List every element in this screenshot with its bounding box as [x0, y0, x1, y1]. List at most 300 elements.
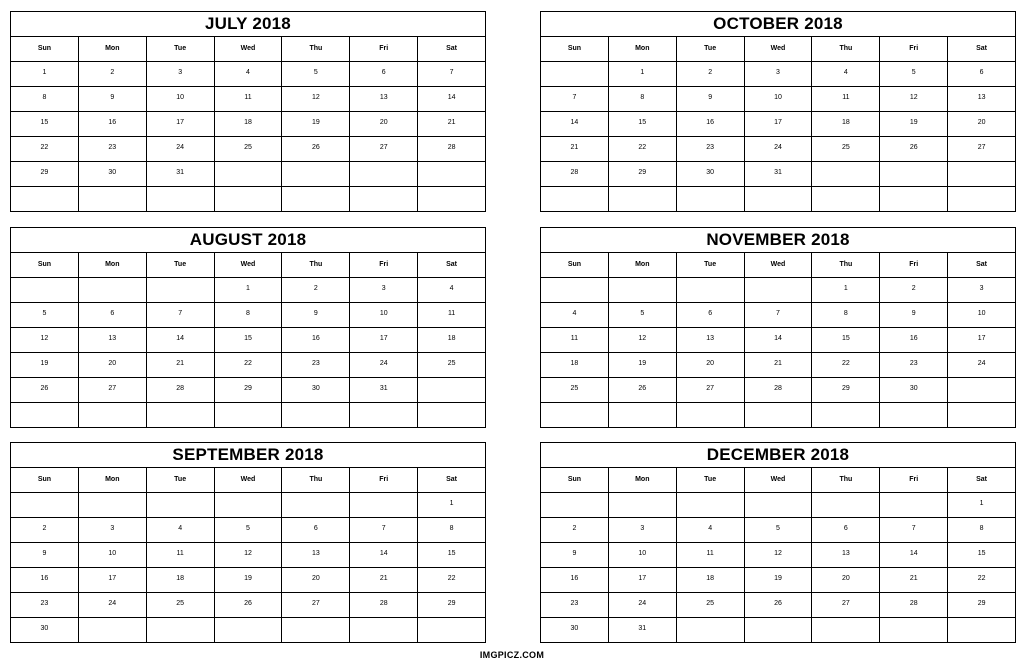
week-row [11, 187, 485, 211]
weekday-label: Wed [745, 468, 813, 492]
weekday-label: Fri [880, 253, 948, 277]
day-cell [880, 403, 948, 427]
week-row [541, 87, 1015, 112]
day-cell [541, 403, 609, 427]
day-cell [812, 618, 880, 642]
day-cell [812, 403, 880, 427]
day-cell: 9 [677, 87, 745, 111]
day-cell: 26 [609, 378, 677, 402]
week-row [541, 518, 1015, 543]
day-cell [79, 278, 147, 302]
week-row [541, 137, 1015, 162]
day-cell [948, 378, 1015, 402]
day-cell [880, 618, 948, 642]
day-cell [79, 618, 147, 642]
week-row [11, 62, 485, 87]
day-cell: 22 [977, 575, 986, 582]
day-cell: 30 [79, 162, 147, 186]
day-cell [677, 493, 745, 517]
day-cell: 23 [11, 593, 79, 617]
day-cell: 19 [11, 353, 79, 377]
day-cell [745, 618, 813, 642]
day-cell: 4 [215, 62, 283, 86]
day-cell [215, 187, 283, 211]
day-cell: 4 [449, 285, 454, 292]
day-cell: 7 [745, 303, 813, 327]
day-cell [282, 618, 350, 642]
day-cell [948, 162, 1015, 186]
week-row [541, 493, 1015, 518]
day-cell: 19 [282, 112, 350, 136]
day-cell: 30 [11, 618, 79, 642]
month-title: SEPTEMBER 2018 [11, 443, 485, 468]
day-cell: 19 [745, 568, 813, 592]
day-cell [350, 187, 418, 211]
day-cell: 12 [282, 87, 350, 111]
weekday-header-row [541, 37, 1015, 62]
weekday-label: Thu [282, 37, 350, 61]
weekday-label: Sat [976, 476, 988, 483]
day-cell: 23 [541, 593, 609, 617]
day-cell: 14 [147, 328, 215, 352]
day-cell [609, 403, 677, 427]
weekday-header-row [11, 253, 485, 278]
day-cell: 7 [147, 303, 215, 327]
day-cell: 6 [677, 303, 745, 327]
day-cell [812, 493, 880, 517]
day-cell: 8 [812, 303, 880, 327]
weekday-label: Sat [976, 261, 988, 268]
day-cell: 19 [215, 568, 283, 592]
day-cell [948, 403, 1015, 427]
day-cell [418, 162, 485, 186]
day-cell: 30 [541, 618, 609, 642]
day-cell: 15 [812, 328, 880, 352]
weekday-label: Mon [79, 468, 147, 492]
day-cell: 23 [677, 137, 745, 161]
day-cell: 17 [609, 568, 677, 592]
day-cell: 18 [215, 112, 283, 136]
watermark-text: IMGPICZ.COM [479, 650, 545, 660]
day-cell: 18 [677, 568, 745, 592]
weekday-label: Tue [677, 468, 745, 492]
day-cell: 5 [215, 518, 283, 542]
day-cell [418, 378, 485, 402]
day-cell: 10 [609, 543, 677, 567]
day-cell: 21 [350, 568, 418, 592]
day-cell [609, 187, 677, 211]
day-cell: 26 [215, 593, 283, 617]
day-cell: 24 [147, 137, 215, 161]
weekday-label: Fri [350, 253, 418, 277]
day-cell [745, 187, 813, 211]
day-cell: 6 [812, 518, 880, 542]
day-cell: 31 [350, 378, 418, 402]
day-cell: 1 [11, 62, 79, 86]
day-cell: 6 [979, 69, 984, 76]
day-cell: 20 [677, 353, 745, 377]
day-cell: 11 [447, 310, 456, 317]
day-cell: 14 [447, 94, 456, 101]
day-cell: 16 [541, 568, 609, 592]
day-cell [11, 403, 79, 427]
weekday-label: Wed [215, 468, 283, 492]
day-cell [215, 403, 283, 427]
day-cell [541, 278, 609, 302]
weekday-label: Tue [147, 253, 215, 277]
weekday-label: Fri [880, 468, 948, 492]
day-cell [677, 618, 745, 642]
week-row [11, 543, 485, 568]
day-cell: 3 [609, 518, 677, 542]
day-cell: 8 [449, 525, 454, 532]
day-cell: 10 [79, 543, 147, 567]
week-row [11, 353, 485, 378]
day-cell: 22 [447, 575, 456, 582]
day-cell: 21 [447, 119, 456, 126]
day-cell [147, 403, 215, 427]
day-cell: 21 [541, 137, 609, 161]
day-cell: 10 [977, 310, 986, 317]
month-title: AUGUST 2018 [11, 228, 485, 253]
day-cell: 1 [812, 278, 880, 302]
day-cell [147, 278, 215, 302]
day-cell: 28 [147, 378, 215, 402]
week-row [11, 403, 485, 427]
day-cell: 9 [282, 303, 350, 327]
day-cell [880, 162, 948, 186]
day-cell: 7 [350, 518, 418, 542]
weekday-label: Wed [215, 37, 283, 61]
day-cell: 2 [282, 278, 350, 302]
day-cell: 1 [449, 500, 454, 507]
day-cell: 20 [977, 119, 986, 126]
week-row [541, 112, 1015, 137]
day-cell: 21 [745, 353, 813, 377]
day-cell: 30 [677, 162, 745, 186]
day-cell [541, 187, 609, 211]
weekday-label: Thu [282, 468, 350, 492]
week-row [541, 62, 1015, 87]
day-cell: 2 [541, 518, 609, 542]
week-row [541, 353, 1015, 378]
day-cell [418, 618, 485, 642]
day-cell: 20 [282, 568, 350, 592]
day-cell: 23 [79, 137, 147, 161]
weekday-label: Sun [541, 37, 609, 61]
day-cell [350, 618, 418, 642]
day-cell: 19 [880, 112, 948, 136]
weekday-label: Tue [677, 253, 745, 277]
weekday-label: Wed [745, 253, 813, 277]
week-row [11, 162, 485, 187]
day-cell: 27 [350, 137, 418, 161]
day-cell: 25 [541, 378, 609, 402]
weekday-label: Fri [880, 37, 948, 61]
day-cell: 15 [215, 328, 283, 352]
month-calendar [540, 11, 1016, 212]
day-cell: 7 [880, 518, 948, 542]
week-row [541, 618, 1015, 642]
week-row [11, 87, 485, 112]
day-cell [215, 162, 283, 186]
week-row [541, 378, 1015, 403]
day-cell: 27 [977, 144, 986, 151]
weekday-label: Sun [11, 468, 79, 492]
weekday-header-row [11, 468, 485, 493]
day-cell: 12 [880, 87, 948, 111]
weekday-label: Wed [745, 37, 813, 61]
day-cell [350, 493, 418, 517]
day-cell: 2 [11, 518, 79, 542]
day-cell [745, 493, 813, 517]
day-cell: 17 [745, 112, 813, 136]
day-cell: 14 [880, 543, 948, 567]
day-cell: 20 [79, 353, 147, 377]
day-cell: 31 [609, 618, 677, 642]
day-cell: 31 [745, 162, 813, 186]
day-cell: 29 [11, 162, 79, 186]
weekday-label: Sat [976, 45, 988, 52]
day-cell: 16 [677, 112, 745, 136]
day-cell: 17 [79, 568, 147, 592]
weekday-label: Mon [609, 37, 677, 61]
week-row [541, 328, 1015, 353]
day-cell: 28 [350, 593, 418, 617]
day-cell [541, 62, 609, 86]
weekday-label: Tue [147, 468, 215, 492]
day-cell: 27 [282, 593, 350, 617]
day-cell [147, 493, 215, 517]
week-row [541, 543, 1015, 568]
day-cell: 15 [447, 550, 456, 557]
day-cell: 24 [79, 593, 147, 617]
day-cell: 29 [812, 378, 880, 402]
week-row [11, 137, 485, 162]
day-cell: 29 [447, 600, 456, 607]
day-cell [418, 403, 485, 427]
day-cell: 13 [677, 328, 745, 352]
day-cell: 6 [79, 303, 147, 327]
day-cell [350, 403, 418, 427]
day-cell: 22 [609, 137, 677, 161]
day-cell: 24 [745, 137, 813, 161]
day-cell [948, 187, 1015, 211]
day-cell: 24 [609, 593, 677, 617]
day-cell: 29 [977, 600, 986, 607]
week-row [541, 593, 1015, 618]
day-cell: 26 [745, 593, 813, 617]
day-cell [880, 187, 948, 211]
day-cell: 29 [609, 162, 677, 186]
day-cell: 11 [147, 543, 215, 567]
weekday-label: Thu [812, 37, 880, 61]
month-title: OCTOBER 2018 [541, 12, 1015, 37]
week-row [11, 303, 485, 328]
day-cell [350, 162, 418, 186]
day-cell [11, 187, 79, 211]
weekday-label: Sat [446, 45, 458, 52]
day-cell [745, 278, 813, 302]
week-row [541, 278, 1015, 303]
day-cell: 27 [79, 378, 147, 402]
day-cell: 19 [609, 353, 677, 377]
day-cell: 27 [812, 593, 880, 617]
day-cell [215, 618, 283, 642]
day-cell: 3 [979, 285, 984, 292]
day-cell: 13 [812, 543, 880, 567]
week-row [11, 493, 485, 518]
day-cell: 11 [215, 87, 283, 111]
day-cell: 23 [880, 353, 948, 377]
day-cell [79, 187, 147, 211]
day-cell: 30 [282, 378, 350, 402]
day-cell: 10 [147, 87, 215, 111]
day-cell: 25 [447, 360, 456, 367]
day-cell: 23 [282, 353, 350, 377]
weekday-label: Sun [11, 253, 79, 277]
day-cell [11, 493, 79, 517]
day-cell: 16 [282, 328, 350, 352]
month-title: JULY 2018 [11, 12, 485, 37]
day-cell: 10 [745, 87, 813, 111]
day-cell: 9 [79, 87, 147, 111]
day-cell: 5 [609, 303, 677, 327]
weekday-label: Thu [812, 253, 880, 277]
day-cell [677, 403, 745, 427]
day-cell: 22 [812, 353, 880, 377]
day-cell: 7 [449, 69, 454, 76]
weekday-label: Sun [11, 37, 79, 61]
month-calendar [10, 11, 486, 212]
day-cell: 25 [677, 593, 745, 617]
week-row [541, 568, 1015, 593]
day-cell: 10 [350, 303, 418, 327]
weekday-label: Tue [677, 37, 745, 61]
day-cell: 18 [812, 112, 880, 136]
day-cell: 16 [880, 328, 948, 352]
week-row [11, 112, 485, 137]
day-cell [282, 403, 350, 427]
weekday-header-row [541, 468, 1015, 493]
day-cell: 6 [350, 62, 418, 86]
day-cell: 9 [11, 543, 79, 567]
day-cell [677, 278, 745, 302]
day-cell [418, 187, 485, 211]
day-cell: 25 [147, 593, 215, 617]
week-row [11, 568, 485, 593]
day-cell: 1 [609, 62, 677, 86]
day-cell: 14 [350, 543, 418, 567]
weekday-label: Sun [541, 253, 609, 277]
day-cell: 9 [541, 543, 609, 567]
day-cell [677, 187, 745, 211]
weekday-label: Mon [609, 253, 677, 277]
day-cell: 1 [979, 500, 984, 507]
weekday-label: Fri [350, 468, 418, 492]
day-cell: 26 [282, 137, 350, 161]
day-cell: 8 [979, 525, 984, 532]
day-cell: 3 [79, 518, 147, 542]
weekday-label: Tue [147, 37, 215, 61]
day-cell: 15 [609, 112, 677, 136]
day-cell: 14 [745, 328, 813, 352]
month-title: DECEMBER 2018 [541, 443, 1015, 468]
day-cell: 20 [812, 568, 880, 592]
day-cell: 2 [880, 278, 948, 302]
day-cell: 21 [147, 353, 215, 377]
day-cell: 25 [215, 137, 283, 161]
day-cell: 14 [541, 112, 609, 136]
weekday-label: Mon [79, 37, 147, 61]
week-row [11, 278, 485, 303]
day-cell: 7 [541, 87, 609, 111]
day-cell: 12 [745, 543, 813, 567]
week-row [11, 618, 485, 642]
week-row [541, 162, 1015, 187]
day-cell: 24 [350, 353, 418, 377]
day-cell: 8 [11, 87, 79, 111]
day-cell: 5 [880, 62, 948, 86]
day-cell: 9 [880, 303, 948, 327]
week-row [11, 378, 485, 403]
day-cell: 28 [745, 378, 813, 402]
day-cell: 1 [215, 278, 283, 302]
weekday-label: Wed [215, 253, 283, 277]
week-row [541, 187, 1015, 211]
day-cell: 4 [677, 518, 745, 542]
weekday-header-row [541, 253, 1015, 278]
weekday-label: Mon [609, 468, 677, 492]
day-cell: 4 [541, 303, 609, 327]
day-cell: 22 [215, 353, 283, 377]
day-cell [745, 403, 813, 427]
day-cell: 5 [282, 62, 350, 86]
day-cell [147, 618, 215, 642]
day-cell [880, 493, 948, 517]
day-cell: 28 [541, 162, 609, 186]
day-cell [147, 187, 215, 211]
day-cell: 26 [11, 378, 79, 402]
day-cell: 15 [977, 550, 986, 557]
day-cell: 24 [977, 360, 986, 367]
day-cell: 26 [880, 137, 948, 161]
day-cell: 3 [745, 62, 813, 86]
day-cell [948, 618, 1015, 642]
day-cell: 13 [282, 543, 350, 567]
day-cell: 5 [745, 518, 813, 542]
day-cell: 13 [79, 328, 147, 352]
day-cell: 5 [11, 303, 79, 327]
day-cell: 4 [812, 62, 880, 86]
weekday-header-row [11, 37, 485, 62]
month-title: NOVEMBER 2018 [541, 228, 1015, 253]
day-cell: 18 [447, 335, 456, 342]
day-cell: 12 [11, 328, 79, 352]
day-cell: 4 [147, 518, 215, 542]
month-calendar [10, 227, 486, 428]
day-cell: 2 [677, 62, 745, 86]
weekday-label: Sun [541, 468, 609, 492]
day-cell: 30 [880, 378, 948, 402]
day-cell [282, 162, 350, 186]
day-cell [609, 493, 677, 517]
day-cell: 28 [880, 593, 948, 617]
day-cell: 12 [215, 543, 283, 567]
day-cell [541, 493, 609, 517]
day-cell [609, 278, 677, 302]
day-cell: 31 [147, 162, 215, 186]
